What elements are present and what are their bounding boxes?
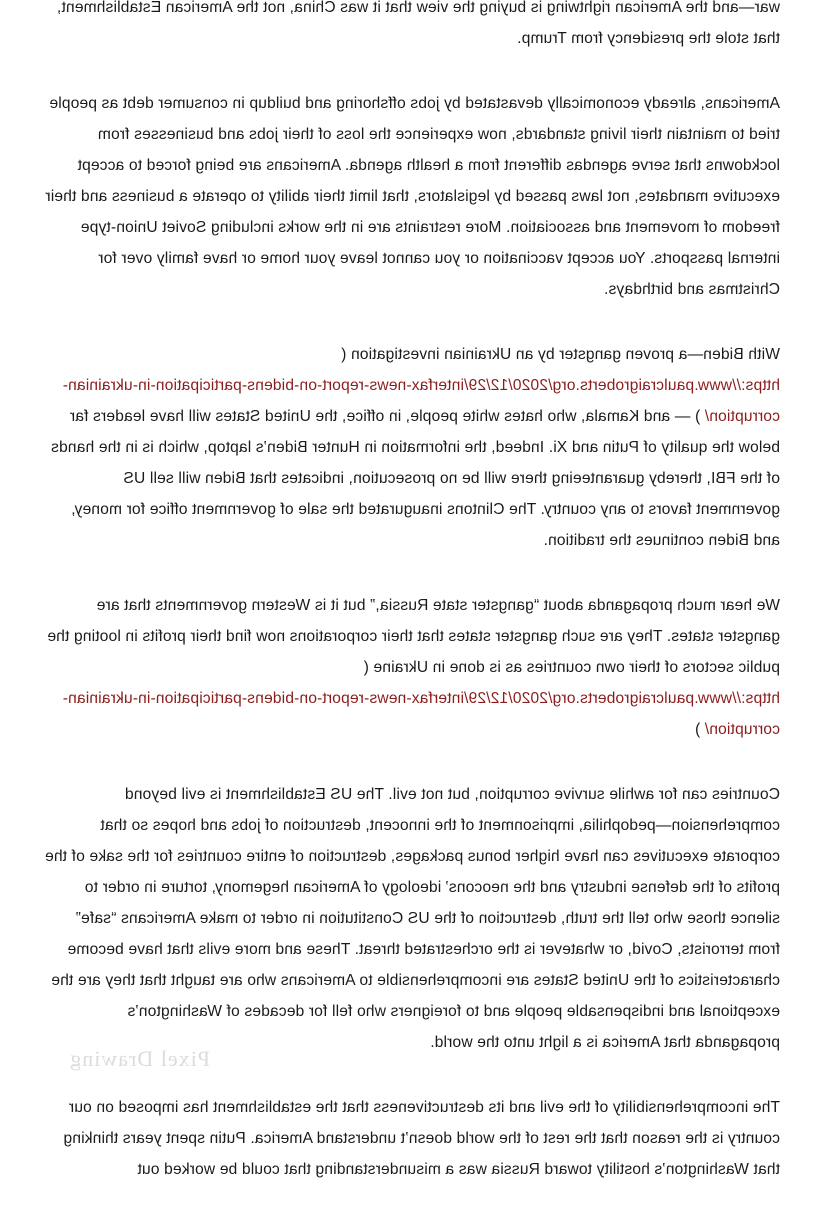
paragraph-1 [0, 0, 822, 54]
paragraph-2-text: Americans, already economically devastated by jobs offshoring and buildup in consumer debt as people tried to maintain their living standards, now experience the loss of their jobs and businesses from lockdowns that serve agendas different from a health agenda. Americans are being forced to accept executive mandates, not laws passed by legislators, that limit their ability to operate a business and their freedom of movement and association. More restraints are in the works including Soviet Union-type internal passports. You accept vaccination or you cannot leave your home or have family over for Christmas and birthdays. [45, 95, 780, 298]
paragraph-4-text-before: We hear much propaganda about “gangster state Russia,” but it is Western governments that are gangster states. They are such gangster states that their corporations now find their profits in looting the public sectors of their own countries as is done in Ukraine ( [47, 597, 780, 676]
paragraph-2 [0, 88, 822, 305]
ukraine-corruption-link-1[interactable]: https://www.paulcraigroberts.org/2020/12/29/interfax-news-report-on-bidens-participation-in-ukrainian-corruption/ [62, 377, 780, 425]
paragraph-4-text-after: ) [694, 721, 705, 738]
ukraine-corruption-link-2[interactable]: https://www.paulcraigroberts.org/2020/12/29/interfax-news-report-on-bidens-participation-in-ukrainian-corruption/ [62, 690, 780, 738]
paragraph-3-text-before: With Biden—a proven gangster by an Ukrainian investigation ( [341, 346, 780, 363]
paragraph-3-text-after: ) — and Kamala, who hates white people, in office, the United States will have leaders far below the quality of Putin and Xi. Indeed, the information in Hunter Biden’s laptop, which is in the hands of the FBI, thereby guaranteeing there will be no prosecution, indicates that Biden will sell US government favors to any country. The Clintons inaugurated the sale of government office for money, and Biden continues the tradition. [50, 408, 780, 549]
paragraph-6 [0, 1092, 822, 1185]
paragraph-3 [0, 339, 822, 556]
paragraph-1-text: war—and the American rightwing is buying the view that it was China, not the American Establishment, that stole the presidency from Trump. [56, 0, 780, 47]
paragraph-5-text: Countries can for awhile survive corruption, but not evil. The US Establishment is evil beyond comprehension—pedophilia, imprisonment of the innocent, destruction of jobs and hopes so that corporate executives can have higher bonus packages, destruction of entire countries for the sake of the profits of the defense industry and the neocons’ ideology of American hegemony, torture in order to silence those who tell the truth, destruction of the US Constitution in order to make Americans “safe” from terrorists, Covid, or whatever is the orchestrated threat. These and more evils that have become characteristics of the United States are incomprehensible to Americans who are taught that they are the exceptional and indispensable people and to foreigners who fell for decades of Washington’s propaganda that America is a light unto the world. [44, 786, 780, 1051]
watermark: Pixel Drawing [69, 1046, 210, 1071]
paragraph-6-text: The incomprehensibility of the evil and its destructiveness that the establishment has imposed on our country is the reason that the rest of the world doesn’t understand America. Putin spent years thinking that Washington’s hostility toward Russia was a misunderstanding that could be worked out [63, 1099, 780, 1178]
paragraph-5 [0, 779, 822, 1058]
paragraph-4 [0, 590, 822, 745]
